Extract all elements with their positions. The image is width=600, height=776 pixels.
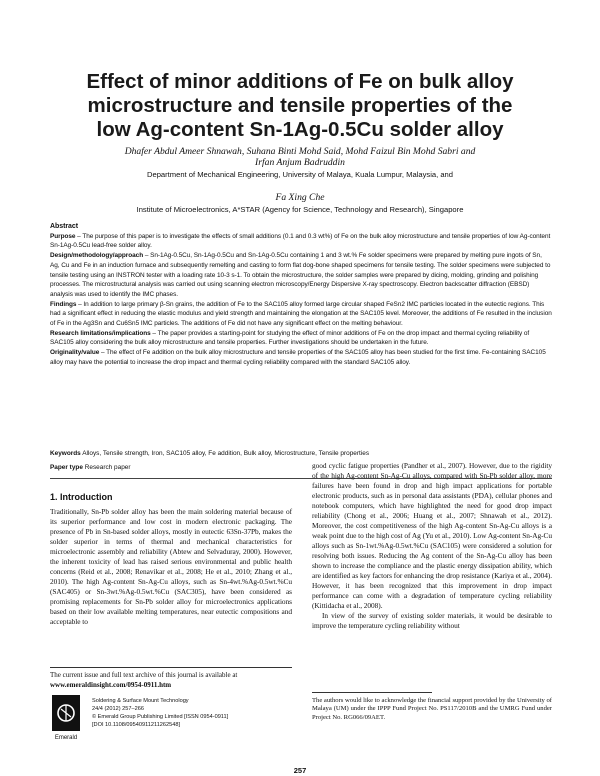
paper-type-text: Research paper [82,464,131,471]
intro-left-column [50,507,292,627]
journal-copyright: © Emerald Group Publishing Limited [ISSN 0954-0911] [92,714,229,721]
affiliation-1: Department of Mechanical Engineering, University of Malaya, Kuala Lumpur, Malaysia, and [146,170,453,179]
abstract-originality [50,348,552,367]
paper-type-label: Paper type [50,464,83,471]
design-text: – Sn-1Ag-0.5Cu, Sn-1Ag-0.5Cu and Sn-1Ag-0.5Cu containing 1 and 3 wt.% Fe solder specimens were prepared by melting pure ingots of Sn, Ag, Cu and Fe in an induction furnace and subsequently remelting and casting to form flat dog-bone shaped specimens for tensile testing. The solder specimens were subjected to tensile testing using an INSTRON tester with a loading rate 10-3 s-1. To obtain the microstructure, the solder samples were prepared by dicing, molding, grinding and polishing processes. The microstructural analysis was carried out using scanning electron microscopy/Energy Dispersive X-ray spectroscopy. Electron backscatter diffraction (EBSD) analysis was used to identify the IMC phases. [50,252,551,298]
abstract-design [50,251,552,300]
authors-line-1: Dhafer Abdul Ameer Shnawah, Suhana Binti Mohd Said, Mohd Faizul Bin Mohd Sabri and [124,146,476,157]
abstract-heading: Abstract [50,223,78,230]
introduction-heading: 1. Introduction [50,492,113,502]
research-text: – The paper provides a starting-point for studying the effect of minor additions of Fe on the drop impact and thermal cycling reliability of SAC105 alloy considering the bulk alloy microstructure and tensile properties. Further investigations should be undertaken in the future. [50,329,530,347]
research-label: Research limitations/implications [50,329,151,337]
intro-paragraph-1: Traditionally, Sn-Pb solder alloy has been the main soldering material because of its superior performance and low cost in modern electronic packaging. The presence of Pb in Sn-based solder alloys, mostly in eutectic 63Sn-37Pb, makes the solder superior in terms of thermal and mechanical characteristics for microelectronic assembly and reliability (Abtew and Selvaduray, 2000). However, the inherent toxicity of lead has raised serious environmental and public health concerns (Reid et al., 2008; Renavikar et al., 2008; He et al., 2010; Zhang et al., 2010). The high Ag-content Sn-Ag-Cu alloys, such as Sn-4wt.%Ag-0.5wt.%Cu (SAC405) or Sn-3wt.%Ag-0.5wt.%Cu (SAC305), have been considered as promising replacements for Sn-Pb solder alloy for microelectronics applications based on their low available melting temperatures, near eutectic compositions and acceptable to [50,507,292,626]
intro-paragraph-1-cont: good cyclic fatigue properties (Pandher et al., 2007). However, due to the rigidity of the high Ag-content Sn-Ag-Cu alloys, compared with Sn-Pb solder alloy, more failures have been found in drop and high impact applications for portable electronic products, such as in personal data assistants (PDA), cellular phones and notebook computers, which have highlighted the need for good drop impact reliability (Chong et al., 2006; Huang et al., 2007; Shnawah et al., 2012). Moreover, the cost competitiveness of the high Ag-content Sn-Ag-Cu alloys is a weak point due to the high cost of Ag (Yu et al., 2010). Low Ag-content Sn-Ag-Cu alloys such as Sn-1wt.%Ag-0.5wt.%Cu (SAC105) were considered a solution for resolving both issues. Reducing the Ag content of the Sn-Ag-Cu alloy has been shown to increase the compliance and the plastic energy dissipation ability, which are identified as key factors for enhancing the drop resistance (Kariya et al., 2004). However, it has been recognized that this improvement in drop impact performance can come with a degradation of temperature cycling reliability (Kittidacha et al., 2008). [312,461,552,610]
purpose-label: Purpose [50,232,76,240]
footnote-rule-left [50,667,292,668]
current-issue-text: The current issue and full text archive of this journal is available at [50,671,238,679]
logo-label: Emerald [54,735,78,741]
keywords-label: Keywords [50,450,81,457]
footnote-rule-right [312,692,432,693]
acknowledgement: The authors would like to acknowledge the financial support provided by the University of Malaya (UM) under the IPPP Fund Project No. PS117/2010B and the UMRG Fund under Project No. RG066/09AET. [312,697,552,721]
keywords [50,449,552,459]
journal-doi: [DOI 10.1108/09540911211262548] [92,722,181,729]
abstract [50,222,552,368]
author-list [60,146,540,168]
page-number: 257 [293,766,307,775]
findings-label: Findings [50,300,77,308]
title-line-3: low Ag-content Sn-1Ag-0.5Cu solder alloy [96,118,504,141]
abstract-research [50,329,552,348]
abstract-findings [50,300,552,329]
intro-paragraph-2: In view of the survey of existing solder materials, it would be desirable to improve the temperature cycling reliability without [312,611,552,630]
affiliation-2: Institute of Microelectronics, A*STAR (Agency for Science, Technology and Research), Singapore [136,205,464,214]
journal-url-link[interactable]: www.emeraldinsight.com/0954-0911.htm [50,680,172,689]
second-author: Fa Xing Che [275,192,325,203]
emerald-logo-icon [52,695,80,741]
journal-volume: 24/4 (2012) 257–266 [92,706,144,713]
current-issue-note [50,671,292,690]
journal-info [92,697,292,729]
title-line-2: microstructure and tensile properties of the [87,94,513,117]
originality-text: – The effect of Fe addition on the bulk alloy microstructure and tensile properties of the SAC105 alloy has been studied for the first time. Fe-containing SAC105 alloy may have the potential to increase the drop impact and thermal cycling reliability compared with the standard SAC105 alloy. [50,349,546,366]
title-line-1: Effect of minor additions of Fe on bulk alloy [86,70,514,93]
purpose-text: – The purpose of this paper is to investigate the effects of small additions (0.1 and 0.3 wt%) of Fe on the bulk alloy microstructure and tensile properties of low Ag-content Sn-1Ag-0.5Cu lead-free solder alloy. [50,232,551,250]
design-label: Design/methodology/approach [50,252,144,260]
keywords-text: Alloys, Tensile strength, Iron, SAC105 alloy, Fe addition, Bulk alloy, Microstructure, Tensile properties [80,450,370,457]
abstract-purpose [50,232,552,251]
findings-text: – In addition to large primary β-Sn grains, the addition of Fe to the SAC105 alloy formed large circular shaped FeSn2 IMC particles located in the eutectic regions. This had a significant effect in reducing the elastic modulus and yield strength and maintaining the elongation at the SAC105 level. Moreover, the additions of Fe resulted in the inclusion of Fe in the Ag3Sn and Cu6Sn5 IMC particles. The additions of Fe did not have any significant effect on the melting behaviour. [50,300,552,328]
journal-name: Soldering & Surface Mount Technology [92,698,189,704]
originality-label: Originality/value [50,349,100,357]
paper-title [40,70,560,142]
intro-right-column [312,461,552,631]
authors-line-2: Irfan Anjum Badruddin [255,157,345,168]
